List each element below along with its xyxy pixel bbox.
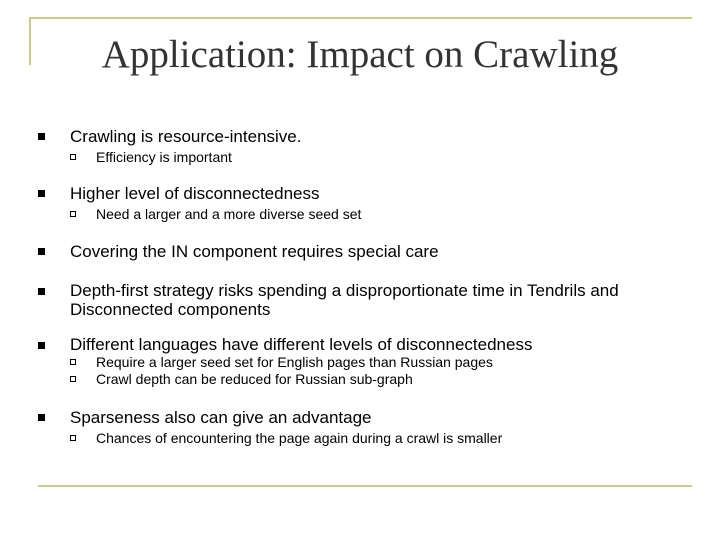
bullet-text: Sparseness also can give an advantage (70, 408, 372, 427)
bullet-marker (38, 288, 45, 295)
bullet-marker (38, 414, 45, 421)
bullet-text: Different languages have different levels of disconnectedness (70, 335, 533, 354)
sub-bullet-text: Need a larger and a more diverse seed set (96, 206, 362, 222)
bullet-marker (38, 248, 45, 255)
sub-bullet-text: Chances of encountering the page again during a crawl is smaller (96, 430, 503, 446)
sub-bullet-text: Require a larger seed set for English pages than Russian pages (96, 354, 493, 370)
sub-bullet-marker (70, 359, 76, 365)
frame-bottom-line (38, 485, 692, 487)
bullet-text: Covering the IN component requires special care (70, 242, 439, 261)
sub-bullet-marker (70, 435, 76, 441)
bullet-marker (38, 133, 45, 140)
sub-bullet-marker (70, 376, 76, 382)
sub-bullet-text: Crawl depth can be reduced for Russian sub-graph (96, 371, 413, 387)
bullet-marker (38, 342, 45, 349)
slide-title: Application: Impact on Crawling (101, 33, 619, 76)
bullet-marker (38, 190, 45, 197)
sub-bullet-marker (70, 154, 76, 160)
bullet-text: Depth-first strategy risks spending a disproportionate time in Tendrils and Disconnected components (70, 281, 619, 319)
sub-bullet-marker (70, 211, 76, 217)
bullet-text: Higher level of disconnectedness (70, 184, 320, 203)
sub-bullet-text: Efficiency is important (96, 149, 232, 165)
bullet-text: Crawling is resource-intensive. (70, 127, 302, 146)
